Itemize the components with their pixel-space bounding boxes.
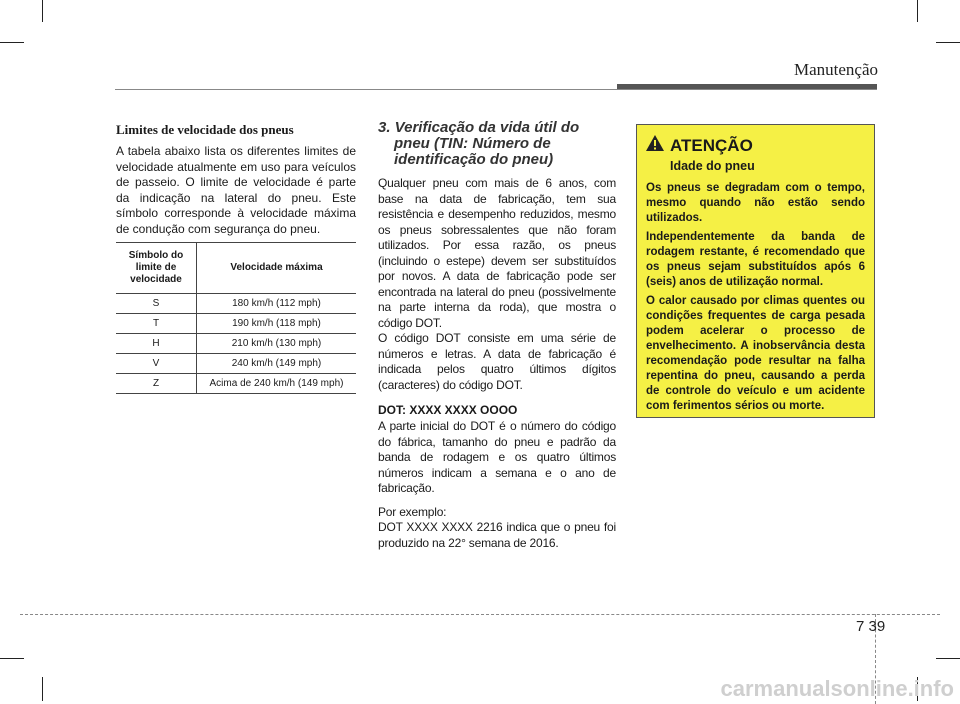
- subsection-title: 3. Verificação da vida útil do pneu (TIN: Número de identificação do pneu): [378, 119, 580, 168]
- max-speed: 190 km/h (118 mph): [197, 314, 357, 334]
- dot-code-format: DOT: XXXX XXXX OOOO: [378, 403, 518, 417]
- footer-rule: [20, 614, 940, 615]
- speed-symbol: H: [116, 334, 197, 354]
- column-header-max-speed: Velocidade máxima: [197, 243, 357, 294]
- table-row: [116, 314, 356, 334]
- watermark-text: carmanualsonline.info: [720, 676, 954, 701]
- warning-subtitle: Idade do pneu: [670, 159, 755, 173]
- table-header-row: [116, 243, 356, 294]
- dot-code-paragraph: O código DOT consiste em uma série de números e letras. A data de fabricação é indicada pelos quatro últimos dígitos (caracteres) do código DOT.: [378, 331, 616, 392]
- table-row: [116, 334, 356, 354]
- table-row: [116, 374, 356, 394]
- warning-paragraph: O calor causado por climas quentes ou condições frequentes de carga pesada podem acelerar o processo de envelhecimento. A inobservância desta recomendação pode resultar na falha repentina do pneu, causando a perda de controle do veículo e um acidente com ferimentos sérios ou morte.: [646, 295, 865, 412]
- crop-mark: [42, 677, 43, 701]
- crop-mark: [936, 658, 960, 659]
- section-header: Manutenção: [793, 60, 878, 79]
- warning-paragraph: Os pneus se degradam com o tempo, mesmo quando não estão sendo utilizados.: [646, 182, 865, 224]
- example-label: Por exemplo:: [378, 504, 447, 519]
- tire-age-paragraph: Qualquer pneu com mais de 6 anos, com base na data de fabricação, tem sua resistência e desempenho reduzidos, mesmo os pneus sobressalentes que não foram utilizados. Por essa razão, os pneus (incluindo o estepe) devem ser substituídos por novos. A data de fabricação pode ser encontrada na lateral do pneu (possivelmente na parte interna da roda), que mostra o código DOT.: [378, 176, 616, 330]
- speed-symbol: T: [116, 314, 197, 334]
- dot-explanation-paragraph: A parte inicial do DOT é o número do código do fábrica, tamanho do pneu e padrão da banda de rodagem e os quatro últimos números indicam a semana e o ano de fabricação.: [378, 419, 616, 495]
- page-number: 7 39: [856, 618, 886, 635]
- warning-title: ATENÇÃO: [670, 135, 753, 155]
- speed-symbol: Z: [116, 374, 197, 394]
- max-speed: 240 km/h (149 mph): [197, 354, 357, 374]
- table-row: [116, 294, 356, 314]
- table-row: [116, 354, 356, 374]
- crop-mark: [42, 0, 43, 22]
- crop-mark: [917, 0, 918, 22]
- max-speed: Acima de 240 km/h (149 mph): [197, 374, 357, 394]
- speed-symbol: V: [116, 354, 197, 374]
- max-speed: 210 km/h (130 mph): [197, 334, 357, 354]
- warning-header: [646, 135, 865, 156]
- header-rule: [115, 89, 877, 90]
- crop-mark: [0, 658, 24, 659]
- speed-limits-section: [116, 122, 356, 237]
- example-text: DOT XXXX XXXX 2216 indica que o pneu foi produzido na 22° semana de 2016.: [378, 520, 616, 550]
- warning-paragraph: Independentemente da banda de rodagem restante, é recomendado que os pneus sejam substituídos após 6 (seis) anos de utilização normal.: [646, 231, 865, 288]
- crop-mark: [936, 42, 960, 43]
- column-header-symbol: Símbolo do limite de velocidade: [116, 243, 197, 294]
- speed-symbol: S: [116, 294, 197, 314]
- warning-triangle-icon: [646, 135, 664, 156]
- tire-age-section: [378, 120, 616, 551]
- warning-box: [636, 124, 875, 418]
- max-speed: 180 km/h (112 mph): [197, 294, 357, 314]
- section-title: Limites de velocidade dos pneus: [116, 122, 294, 137]
- speed-limit-table: [116, 242, 356, 394]
- crop-mark: [0, 42, 24, 43]
- speed-limits-paragraph: A tabela abaixo lista os diferentes limites de velocidade atualmente em uso para veículos de passeio. O limite de velocidade é parte da indicação na lateral do pneu. Este símbolo corresponde à velocidade máxima de condução com segurança do pneu.: [116, 144, 356, 236]
